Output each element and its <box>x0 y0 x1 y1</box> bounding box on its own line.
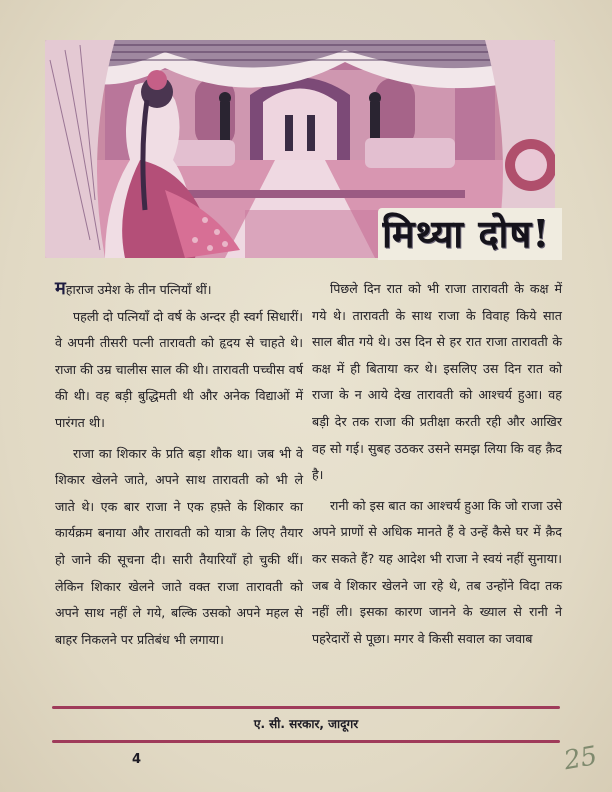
page-number: 4 <box>132 752 142 767</box>
handwritten-mark: 25 <box>561 740 600 777</box>
paragraph <box>55 276 303 304</box>
right-text-column <box>312 276 562 652</box>
author-credit: ए. सी. सरकार, जादूगर <box>253 717 359 731</box>
story-title: मिथ्या दोष! <box>382 211 551 256</box>
paragraph: राजा का शिकार के प्रति बड़ा शौक था। जब भी वे शिकार खेलने जाते, अपने साथ तारावती को भी ले जाते थे। एक बार राजा ने एक हफ़्ते के शिकार का कार्यक्रम बनाया और तारावती को यात्रा के लिए तैयार हो जाने की सूचना दी। सारी तैयारियाँ हो चुकी थीं। लेकिन शिकार खेलने जाते वक्त राजा तारावती को अपने साथ नहीं ले गये, बल्कि उसको अपने महल से बाहर निकलने पर प्रतिबंध भी लगाया। <box>55 445 303 647</box>
paragraph: पहली दो पत्नियाँ दो वर्ष के अन्दर ही स्वर्ग सिधारीं। वे अपनी तीसरी पत्नी तारावती को हृदय से चाहते थे। राजा की उम्र चालीस साल की थी। तारावती पच्चीस वर्ष की थी। वह बड़ी बुद्धिमती थी और अनेक विद्याओं में पारंगत थी। <box>55 308 303 430</box>
footer-rule-bottom <box>52 740 560 743</box>
paragraph: पिछले दिन रात को भी राजा तारावती के कक्ष में गये थे। तारावती के साथ राजा के विवाह किये सात साल बीत गये थे। उस दिन से हर रात राजा तारावती के कक्ष में ही बिताया कर थे। इसलिए उस दिन रात को राजा के न आये देख तारावती को आश्चर्य हुआ। वह बड़ी देर तक राजा की प्रतीक्षा करती रही और आखिर वह सो गई। सुबह उठकर उसने समझ लिया कि वह क़ैद है। <box>312 281 562 483</box>
footer-rule-top <box>52 706 560 709</box>
paragraph-text: हाराज उमेश के तीन पत्नियाँ थीं। <box>65 282 212 297</box>
paragraph: रानी को इस बात का आश्चर्य हुआ कि जो राजा उसे अपने प्राणों से अधिक मानते हैं वे उन्हें कैसे घर में क़ैद कर सकते हैं? यह आदेश भी राजा ने स्वयं नहीं सुनाया। जब वे शिकार खेलने जा रहे थे, तब उन्होंने विदा तक नहीं ली। इसका कारण जानने के ख्याल से रानी ने पहरेदारों से पूछा। मगर वे किसी सवाल का जवाब <box>312 497 562 646</box>
left-text-column <box>55 276 303 653</box>
drop-cap: म <box>55 278 66 299</box>
